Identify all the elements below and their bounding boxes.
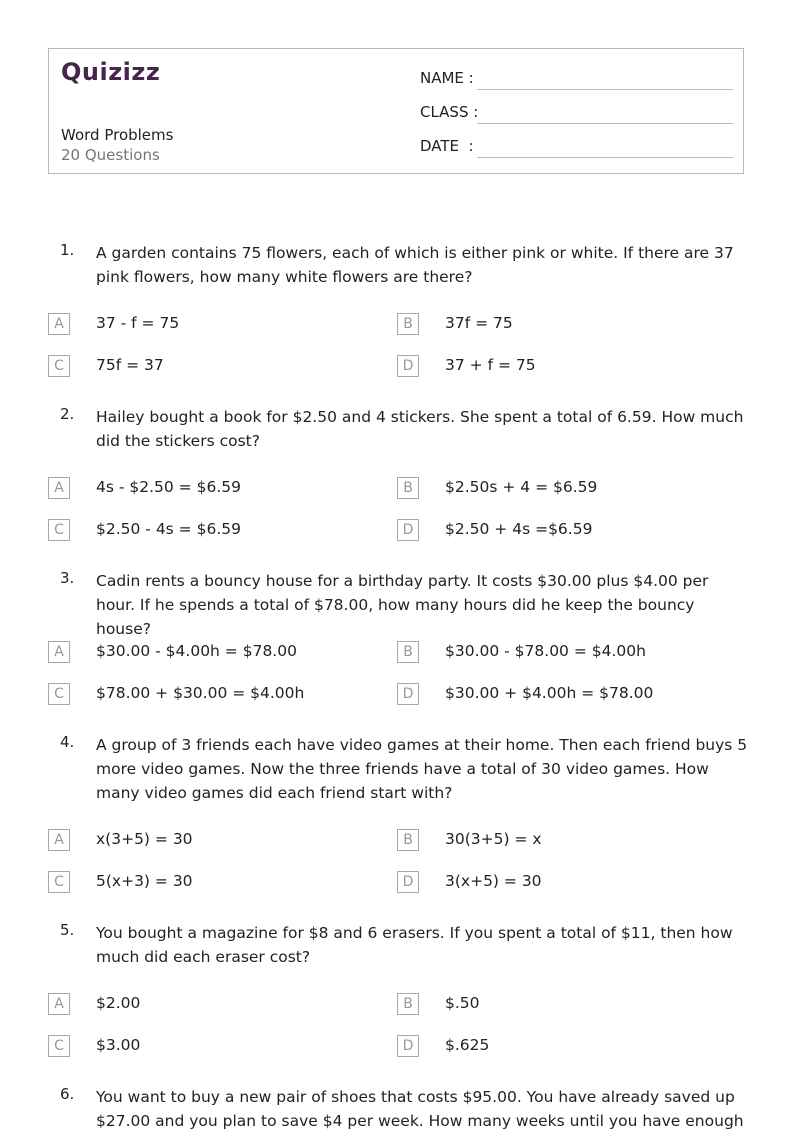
option-letter-box: C [48,871,70,893]
question-text: A garden contains 75 flowers, each of which is either pink or white. If there are 37 pink flowers, how many white flowers are there? [96,244,734,286]
option-letter-box: A [48,313,70,335]
option-text: $3.00 [96,1036,141,1054]
option-text: $2.50 - 4s = $6.59 [96,520,241,538]
option-letter-box: C [48,683,70,705]
option-text: $30.00 - $4.00h = $78.00 [96,642,297,660]
question-count: 20 Questions [61,146,160,164]
option-text: $2.00 [96,994,141,1012]
option-letter-box: A [48,993,70,1015]
option-text: $.625 [445,1036,490,1054]
option-letter-box: B [397,829,419,851]
question-text: Hailey bought a book for $2.50 and 4 stickers. She spent a total of 6.59. How much did the stickers cost? [96,408,744,450]
question-number: 5. [60,921,75,939]
option-letter-box: C [48,1035,70,1057]
option-letter-box: C [48,355,70,377]
option-text: 3(x+5) = 30 [445,872,542,890]
option-letter-box: B [397,641,419,663]
option-letter-box: C [48,519,70,541]
option-text: $2.50 + 4s =$6.59 [445,520,593,538]
option-letter-box: D [397,519,419,541]
option-letter-box: A [48,829,70,851]
option-letter-box: B [397,313,419,335]
option-text: 37 - f = 75 [96,314,180,332]
question-number: 3. [60,569,75,587]
option-text: $30.00 - $78.00 = $4.00h [445,642,646,660]
worksheet-header [48,48,744,174]
option-letter-box: A [48,477,70,499]
question-number: 2. [60,405,75,423]
class-label: CLASS : [420,103,479,121]
option-text: $30.00 + $4.00h = $78.00 [445,684,654,702]
option-letter-box: D [397,1035,419,1057]
worksheet-title: Word Problems [61,126,174,144]
option-letter-box: D [397,355,419,377]
date-label: DATE : [420,137,474,155]
option-letter-box: B [397,477,419,499]
option-text: 30(3+5) = x [445,830,542,848]
option-text: 37 + f = 75 [445,356,536,374]
option-text: 75f = 37 [96,356,164,374]
question-text: Cadin rents a bouncy house for a birthday party. It costs $30.00 plus $4.00 per hour. If he spends a total of $78.00, how many hours did he keep the bouncy house? [96,572,709,638]
option-text: x(3+5) = 30 [96,830,193,848]
question-number: 1. [60,241,75,259]
option-text: 4s - $2.50 = $6.59 [96,478,241,496]
name-label: NAME : [420,69,474,87]
name-line [477,89,733,90]
date-line [477,157,733,158]
option-text: 37f = 75 [445,314,513,332]
question-text: You want to buy a new pair of shoes that costs $95.00. You have already saved up $27.00 and you plan to save $4 per week. How many weeks until you have enough [96,1088,744,1130]
option-text: $.50 [445,994,480,1012]
class-line [477,123,733,124]
option-text: $2.50s + 4 = $6.59 [445,478,598,496]
option-letter-box: D [397,683,419,705]
question-text: A group of 3 friends each have video games at their home. Then each friend buys 5 more video games. Now the three friends have a total of 30 video games. How many video games did each friend start with? [96,736,748,802]
question-text: You bought a magazine for $8 and 6 erasers. If you spent a total of $11, then how much did each eraser cost? [96,924,733,966]
question-number: 6. [60,1085,75,1103]
option-letter-box: B [397,993,419,1015]
option-text: 5(x+3) = 30 [96,872,193,890]
option-letter-box: D [397,871,419,893]
option-letter-box: A [48,641,70,663]
option-text: $78.00 + $30.00 = $4.00h [96,684,305,702]
question-number: 4. [60,733,75,751]
quizizz-logo: Quizizz [61,58,161,86]
